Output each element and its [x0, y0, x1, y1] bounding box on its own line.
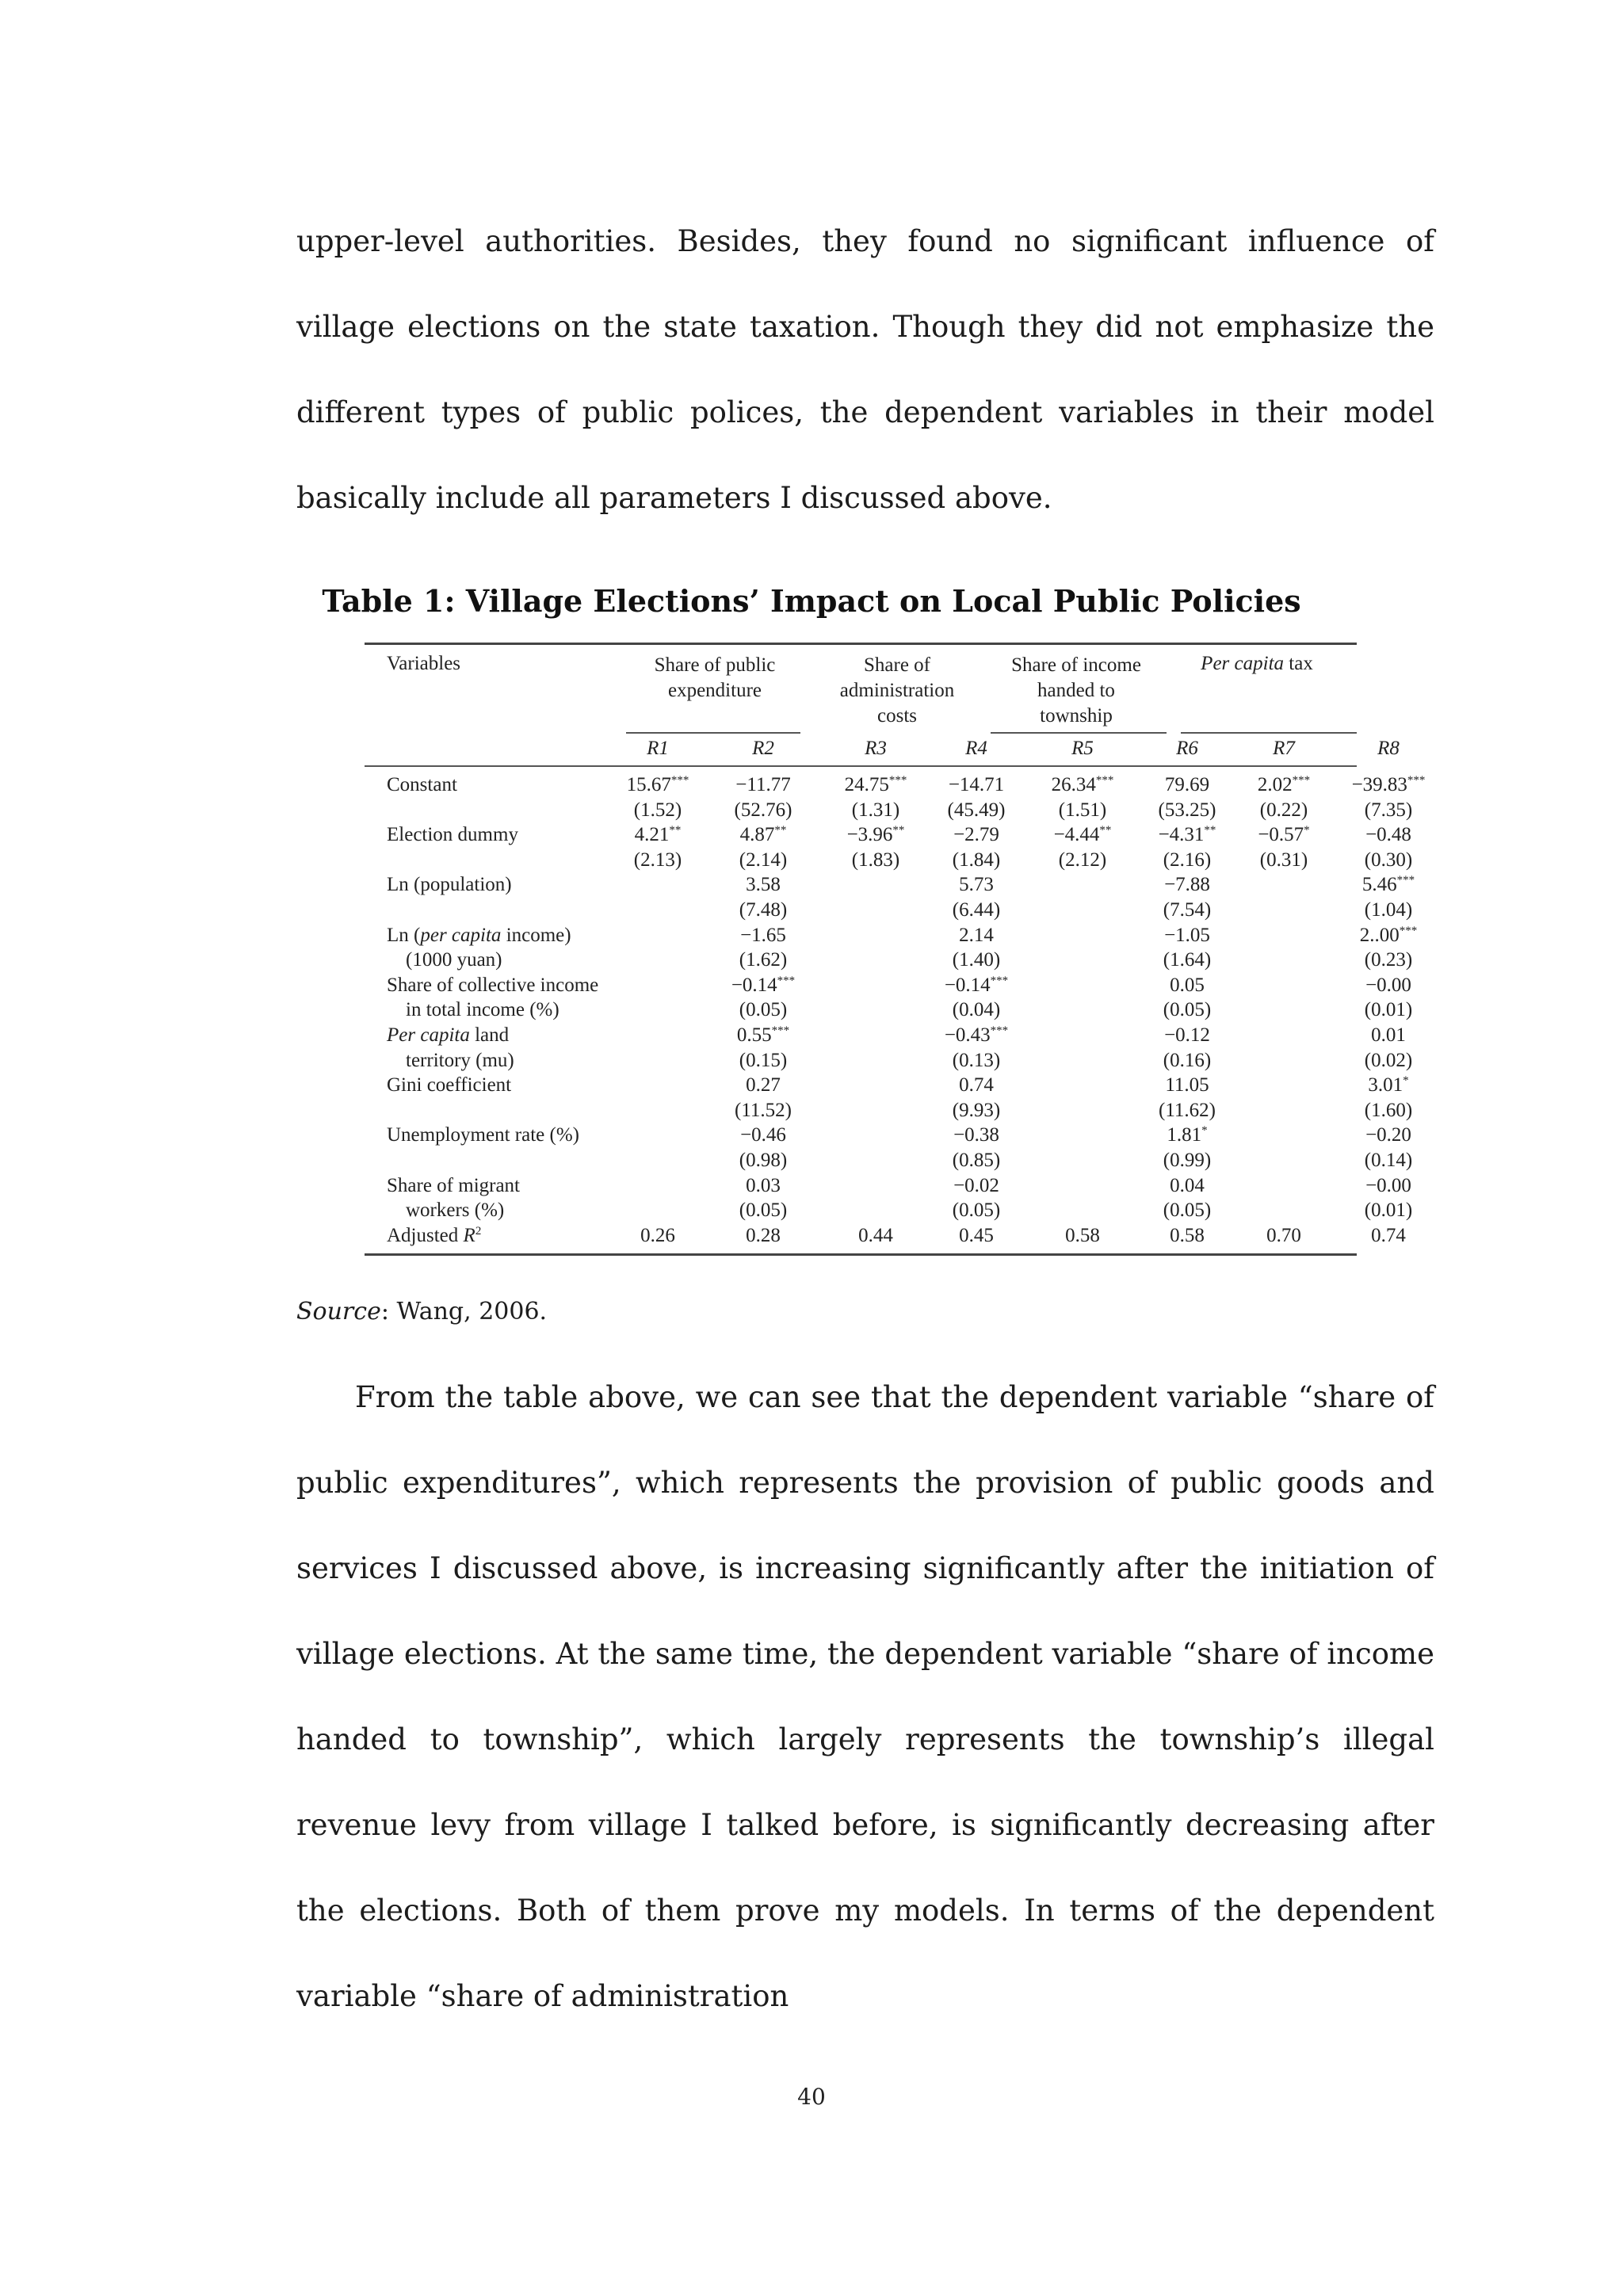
table-cell [1163, 1050, 1211, 1072]
cell-value: 0.58 [1170, 1224, 1205, 1246]
table-cell [953, 1199, 1000, 1222]
table-cell [949, 774, 1004, 796]
table-cell [1365, 999, 1412, 1021]
table-cell [953, 999, 1000, 1021]
group-rule-per-capita-tax [1181, 732, 1357, 734]
cell-value: (0.30) [1364, 849, 1413, 871]
cell-value: 0.26 [640, 1224, 675, 1246]
table-cell [739, 999, 787, 1021]
row-label: workers (%) [406, 1199, 505, 1222]
table-cell [953, 949, 1000, 971]
cell-value: −7.88 [1164, 874, 1210, 896]
header-rule [365, 765, 1357, 767]
table-cell [1159, 824, 1216, 846]
table-cell [1362, 874, 1415, 896]
table-cell [739, 1050, 787, 1072]
table-cell [1371, 1225, 1406, 1247]
cell-value: (1.64) [1163, 949, 1212, 971]
cell-value: (0.98) [739, 1150, 788, 1171]
significance-stars: *** [990, 974, 1009, 987]
cell-value: 0.58 [1065, 1224, 1100, 1246]
cell-value: (53.25) [1158, 799, 1216, 821]
cell-value: (1.04) [1364, 899, 1413, 921]
cell-value: (0.13) [952, 1049, 1001, 1071]
cell-value: −4.31 [1158, 824, 1205, 846]
table-cell [1258, 774, 1310, 796]
table-cell [1159, 1100, 1216, 1122]
cell-value: 11.05 [1165, 1074, 1209, 1097]
significance-stars: *** [777, 974, 796, 987]
table-cell [953, 1175, 999, 1197]
paragraph-bottom: From the table above, we can see that the dependent variable “share of public expenditures”, which represents the provision of public goods and services I discussed above, is increasing significantly after the initiation of village elections. At the same time, the dependent variable “share of income handed to township”, which largely represents the township’s illegal revenue levy from village I talked before, is significantly decreasing after the elections. Both of them prove my models. In terms of the dependent variable “share of administration [296, 1380, 1434, 2013]
cell-value: (0.05) [952, 1199, 1001, 1222]
cell-value: (52.76) [734, 799, 792, 821]
cell-value: 0.05 [1170, 974, 1205, 996]
table-cell [746, 1225, 781, 1247]
table-cell [739, 1199, 787, 1222]
table-cell [746, 874, 781, 896]
table-cell [1164, 925, 1210, 947]
cell-value: 3.01 [1368, 1074, 1403, 1097]
row-label-italic: Per capita [387, 1024, 470, 1046]
table-cell [735, 1100, 792, 1122]
table-cell [1164, 874, 1210, 896]
row-label [387, 1225, 481, 1247]
cell-value: (1.31) [851, 799, 900, 821]
cell-value: 24.75 [844, 774, 889, 795]
header-per-capita-tax-italic: Per capita [1201, 653, 1285, 674]
table-cell [1371, 1024, 1406, 1047]
table-cell [1365, 1124, 1411, 1146]
table-cell [959, 874, 994, 896]
table-cell [953, 1124, 999, 1146]
cell-value: −0.48 [1365, 824, 1411, 846]
significance-stars: ** [1099, 824, 1112, 837]
table-cell [1054, 824, 1112, 846]
cell-value: −1.65 [740, 924, 786, 946]
cell-value: (1.83) [851, 849, 900, 871]
cell-value: 5.73 [959, 874, 994, 896]
cell-value: 0.28 [746, 1224, 781, 1246]
model-header-r8: R8 [1377, 738, 1400, 759]
table-cell [1059, 849, 1106, 871]
table-cell [1163, 1199, 1211, 1222]
cell-value: −0.14 [944, 974, 991, 996]
table-cell [945, 974, 1008, 997]
table-cell [1365, 1175, 1411, 1197]
significance-stars: *** [990, 1024, 1009, 1037]
table-cell [953, 849, 1000, 871]
row-label-sup: 2 [475, 1224, 482, 1238]
table-cell [1163, 949, 1211, 971]
table-cell [1065, 1225, 1100, 1247]
cell-value: −0.14 [731, 974, 777, 996]
header-public-expenditure-line1: Share of public [654, 654, 776, 676]
table-cell [739, 849, 787, 871]
table-cell [735, 774, 790, 796]
cell-value: −1.05 [1164, 924, 1210, 946]
cell-value: (0.04) [952, 999, 1001, 1021]
table-cell [740, 824, 787, 846]
table-cell [959, 1074, 994, 1097]
row-label-italic: R [463, 1224, 475, 1246]
regression-table [365, 643, 1426, 1256]
row-label [387, 925, 571, 947]
cell-value: 0.01 [1371, 1024, 1406, 1046]
row-label: Share of collective income [387, 974, 599, 996]
table-cell [627, 774, 689, 796]
cell-value: −0.12 [1164, 1024, 1210, 1046]
table-cell [1365, 949, 1412, 971]
table-cell [1163, 999, 1211, 1021]
table-cell [1165, 774, 1209, 796]
model-header-r4: R4 [965, 738, 987, 759]
row-label: Unemployment rate (%) [387, 1124, 579, 1146]
table-cell [1052, 774, 1114, 796]
row-label: in total income (%) [406, 999, 559, 1021]
significance-stars: *** [1292, 774, 1311, 787]
model-header-r2: R2 [752, 738, 774, 759]
cell-value: −39.83 [1351, 774, 1407, 795]
table-cell [634, 849, 682, 871]
significance-stars: * [1403, 1074, 1409, 1088]
table-cell [640, 1225, 675, 1247]
table-cell [1365, 1050, 1412, 1072]
cell-value: (0.85) [952, 1150, 1001, 1171]
significance-stars: *** [1407, 774, 1426, 787]
header-per-capita-tax-rest: tax [1284, 653, 1313, 674]
significance-stars: * [1304, 824, 1310, 837]
cell-value: −0.38 [953, 1124, 999, 1146]
table-cell [634, 799, 682, 822]
table-cell [1260, 849, 1308, 871]
cell-value: 0.03 [746, 1174, 781, 1196]
significance-stars: ** [892, 824, 905, 837]
header-admin-costs-line2: administration [839, 680, 955, 701]
cell-value: (7.35) [1364, 799, 1413, 821]
cell-value: −2.79 [953, 824, 999, 846]
table-cell [1365, 849, 1412, 871]
header-public-expenditure-line2: expenditure [667, 680, 762, 701]
cell-value: 0.27 [746, 1074, 781, 1097]
cell-value: (1.52) [633, 799, 682, 821]
table-cell [1163, 899, 1211, 921]
table-cell [953, 824, 999, 846]
cell-value: 2.02 [1257, 774, 1293, 795]
table-cell [1365, 824, 1411, 846]
model-header-r1: R1 [647, 738, 669, 759]
cell-value: (0.05) [739, 999, 788, 1021]
cell-value: 0.70 [1266, 1224, 1301, 1246]
cell-value: −0.46 [740, 1124, 786, 1146]
cell-value: (1.62) [739, 949, 788, 971]
header-income-township-line1: Share of income [1011, 654, 1141, 676]
cell-value: −0.43 [944, 1024, 991, 1046]
row-label: Ln (population) [387, 874, 512, 896]
model-header-r7: R7 [1273, 738, 1295, 759]
cell-value: (1.84) [952, 849, 1001, 871]
header-public-expenditure [655, 653, 776, 704]
cell-value: −14.71 [948, 774, 1005, 795]
cell-value: (0.22) [1259, 799, 1308, 821]
table-cell [1165, 1074, 1209, 1097]
cell-value: 2..00 [1359, 924, 1400, 946]
source-note [296, 1298, 547, 1325]
header-income-township [1011, 653, 1141, 729]
row-label-post: land [469, 1024, 510, 1046]
table-cell [1365, 899, 1412, 921]
header-admin-costs-line1: Share of [863, 654, 930, 676]
paragraph-top: upper-level authorities. Besides, they found no significant influence of village elections on the state taxation. Though they did not emphasize the different types of public polices, the dependent variables in their model basically include all parameters I discussed above. [296, 224, 1434, 515]
cell-value: (0.15) [739, 1049, 788, 1071]
cell-value: (0.01) [1364, 999, 1413, 1021]
cell-value: 15.67 [626, 774, 671, 795]
significance-stars: *** [1396, 874, 1415, 887]
model-header-r6: R6 [1176, 738, 1198, 759]
significance-stars: ** [774, 824, 787, 837]
cell-value: (0.14) [1364, 1150, 1413, 1171]
significance-stars: *** [1399, 924, 1418, 937]
header-per-capita-tax [1201, 653, 1313, 675]
cell-value: 0.45 [959, 1224, 994, 1246]
row-label: Gini coefficient [387, 1074, 512, 1097]
cell-value: (0.31) [1259, 849, 1308, 871]
cell-value: 3.58 [746, 874, 781, 896]
cell-value: −0.00 [1365, 974, 1411, 996]
table-cell [948, 799, 1006, 822]
cell-value: (0.99) [1163, 1150, 1212, 1171]
table-cell [953, 1050, 1000, 1072]
cell-value: (1.60) [1364, 1099, 1413, 1121]
cell-value: (2.16) [1163, 849, 1212, 871]
model-header-r5: R5 [1071, 738, 1094, 759]
table-cell [953, 1100, 1000, 1122]
cell-value: 4.87 [739, 824, 775, 846]
significance-stars: ** [669, 824, 682, 837]
cell-value: (6.44) [952, 899, 1001, 921]
table-cell [1170, 974, 1205, 997]
table-cell [845, 774, 907, 796]
cell-value: (2.14) [739, 849, 788, 871]
cell-value: 4.21 [634, 824, 670, 846]
group-rule-public-expenditure [626, 732, 800, 734]
table-cell [959, 1225, 994, 1247]
cell-value: 0.44 [858, 1224, 893, 1246]
table-cell [746, 1074, 781, 1097]
cell-value: −0.02 [953, 1174, 999, 1196]
significance-stars: * [1201, 1124, 1208, 1138]
table-cell [1365, 1199, 1412, 1222]
table-cell [1365, 799, 1412, 822]
table-cell [735, 799, 792, 822]
cell-value: (0.05) [1163, 999, 1212, 1021]
table-cell [1365, 974, 1411, 997]
cell-value: −4.44 [1053, 824, 1100, 846]
table-cell [858, 1225, 893, 1247]
group-rule-income-township [991, 732, 1167, 734]
cell-value: 26.34 [1051, 774, 1096, 795]
row-label-pre: Adjusted [387, 1224, 464, 1246]
row-label-post: income) [501, 924, 571, 946]
significance-stars: *** [771, 1024, 790, 1037]
cell-value: (7.48) [739, 899, 788, 921]
table-cell [852, 849, 899, 871]
table-cell [739, 949, 787, 971]
cell-value: (1.40) [952, 949, 1001, 971]
cell-value: (2.12) [1058, 849, 1107, 871]
table-cell [740, 1124, 786, 1146]
table-cell [1170, 1225, 1205, 1247]
cell-value: 5.46 [1361, 874, 1397, 896]
table-cell [1159, 799, 1216, 822]
cell-value: −0.00 [1365, 1174, 1411, 1196]
cell-value: (45.49) [947, 799, 1006, 821]
cell-value: (0.16) [1163, 1049, 1212, 1071]
row-label: Share of migrant [387, 1174, 521, 1196]
table-cell [1164, 1024, 1210, 1047]
table-cell [1170, 1175, 1205, 1197]
row-label: Constant [387, 774, 457, 795]
cell-value: (0.02) [1364, 1049, 1413, 1071]
cell-value: 1.81 [1167, 1124, 1202, 1146]
table-cell [959, 925, 994, 947]
table-cell [731, 974, 795, 997]
cell-value: (2.13) [633, 849, 682, 871]
table-cell [739, 899, 787, 921]
table-cell [1163, 849, 1211, 871]
source-label: Source [296, 1298, 381, 1325]
cell-value: 0.74 [1371, 1224, 1406, 1246]
table-title: Table 1: Village Elections’ Impact on Local Public Policies [322, 583, 1301, 619]
table-cell [847, 824, 905, 846]
table-cell [737, 1024, 789, 1047]
header-income-township-line2: handed to [1037, 680, 1115, 701]
table-cell [739, 1150, 787, 1172]
significance-stars: ** [1204, 824, 1216, 837]
table-cell [740, 925, 786, 947]
table-cell [635, 824, 682, 846]
table-cell [1352, 774, 1426, 796]
cell-value: (0.01) [1364, 1199, 1413, 1222]
cell-value: 0.74 [959, 1074, 994, 1097]
table-cell [1266, 1225, 1301, 1247]
table-cell [852, 799, 899, 822]
cell-value: (1.51) [1058, 799, 1107, 821]
table-cell [945, 1024, 1008, 1047]
table-cell [746, 1175, 781, 1197]
model-header-r3: R3 [865, 738, 887, 759]
cell-value: 79.69 [1164, 774, 1210, 795]
cell-value: 0.55 [736, 1024, 772, 1046]
significance-stars: *** [1095, 774, 1114, 787]
cell-value: −11.77 [735, 774, 791, 795]
cell-value: (11.52) [735, 1099, 792, 1121]
table-cell [953, 899, 1000, 921]
page-number: 40 [797, 2084, 826, 2110]
cell-value: −0.20 [1365, 1124, 1411, 1146]
table-cell [1365, 1150, 1412, 1172]
row-label: territory (mu) [406, 1049, 514, 1071]
header-income-township-line3: township [1040, 705, 1113, 727]
cell-value: (9.93) [952, 1099, 1001, 1121]
table-cell [953, 1150, 1000, 1172]
table-cell [1368, 1074, 1408, 1097]
cell-value: (11.62) [1159, 1099, 1216, 1121]
table-cell [1163, 1150, 1211, 1172]
cell-value: (0.05) [739, 1199, 788, 1222]
table-cell [1365, 1100, 1412, 1122]
header-variables: Variables [387, 653, 461, 674]
table-cell [1167, 1124, 1207, 1146]
cell-value: 0.04 [1170, 1174, 1205, 1196]
significance-stars: *** [670, 774, 689, 787]
table-cell [1258, 824, 1309, 846]
cell-value: (0.23) [1364, 949, 1413, 971]
cell-value: −3.96 [846, 824, 893, 846]
table-cell [1260, 799, 1308, 822]
source-text: : Wang, 2006. [380, 1298, 548, 1325]
cell-value: (0.05) [1163, 1199, 1212, 1222]
cell-value: −0.57 [1258, 824, 1304, 846]
cell-value: 2.14 [959, 924, 994, 946]
row-label [387, 1024, 509, 1047]
table-cell [1360, 925, 1418, 947]
row-label-pre: Ln ( [387, 924, 421, 946]
header-admin-costs [840, 653, 954, 729]
significance-stars: *** [888, 774, 907, 787]
row-label-italic: per capita [420, 924, 502, 946]
table-cell [1059, 799, 1106, 822]
row-label: Election dummy [387, 824, 518, 846]
header-admin-costs-line3: costs [876, 705, 917, 727]
cell-value: (7.54) [1163, 899, 1212, 921]
row-label: (1000 yuan) [406, 949, 502, 971]
